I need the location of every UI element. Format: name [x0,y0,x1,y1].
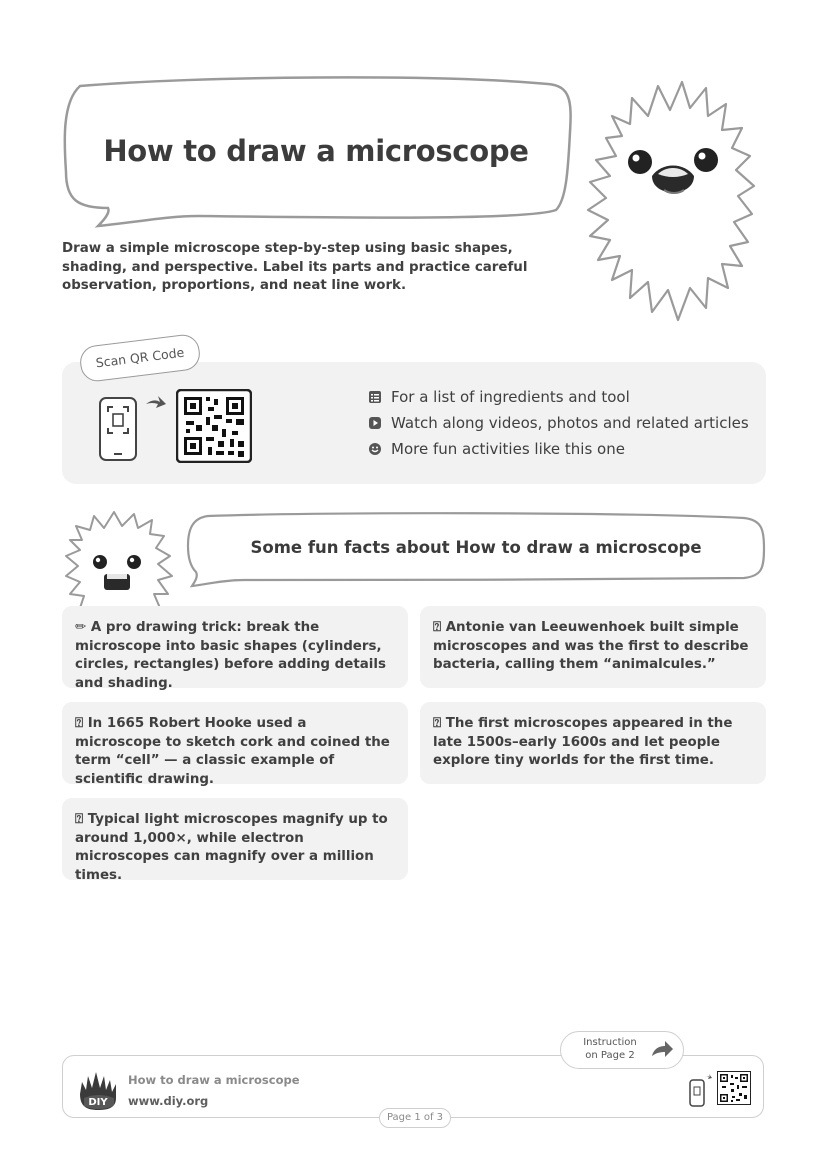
videos-link[interactable] [368,414,749,432]
ingredients-link-label: For a list of ingredients and tool [391,388,630,406]
yeti-mascot-illustration [582,76,770,328]
ingredients-link[interactable] [368,388,630,406]
diy-logo [76,1068,120,1112]
phone-scan-icon [96,388,176,464]
instruction-label: Instruction on Page 2 [583,1037,637,1061]
list-icon [368,390,382,404]
page-number-badge: Page 1 of 3 [379,1108,451,1128]
fact-card: ⍰ In 1665 Robert Hooke used a microscope to sketch cork and coined the term “cell” — a classic example of scientific drawing. [62,702,408,784]
facts-heading: Some fun facts about How to draw a microscope [250,538,702,557]
qr-code-image [717,1071,751,1105]
qr-code-image [176,389,252,463]
footer-url-link[interactable]: www.diy.org [128,1094,209,1108]
phone-scan-icon [688,1072,712,1108]
forward-arrow-icon [650,1040,674,1060]
smiley-icon [368,442,382,456]
page-title: How to draw a microscope [103,134,529,168]
intro-paragraph: Draw a simple microscope step-by-step using basic shapes, shading, and perspective. Label its parts and practice careful observation, proportions, and neat line work. [62,241,528,293]
fact-card: ⍰ Typical light microscopes magnify up to around 1,000×, while electron microscopes can magnify over a million times. [62,798,408,880]
videos-link-label: Watch along videos, photos and related articles [391,414,749,432]
svg-text:DIY: DIY [88,1097,108,1108]
activities-link-label: More fun activities like this one [391,440,625,458]
fact-card: ✏ A pro drawing trick: break the microscope into basic shapes (cylinders, circles, rectangles) before adding details and shading. [62,606,408,688]
fact-card: ⍰ The first microscopes appeared in the late 1500s–early 1600s and let people explore tiny worlds for the first time. [420,702,766,784]
activities-link[interactable] [368,440,625,458]
fact-card: ⍰ Antonie van Leeuwenhoek built simple microscopes and was the first to describe bacteria, calling them “animalcules.” [420,606,766,688]
play-icon [368,416,382,430]
yeti-mascot-small-illustration [64,510,176,608]
footer-title: How to draw a microscope [128,1073,300,1087]
scan-qr-tag: Scan QR Code [78,333,201,383]
